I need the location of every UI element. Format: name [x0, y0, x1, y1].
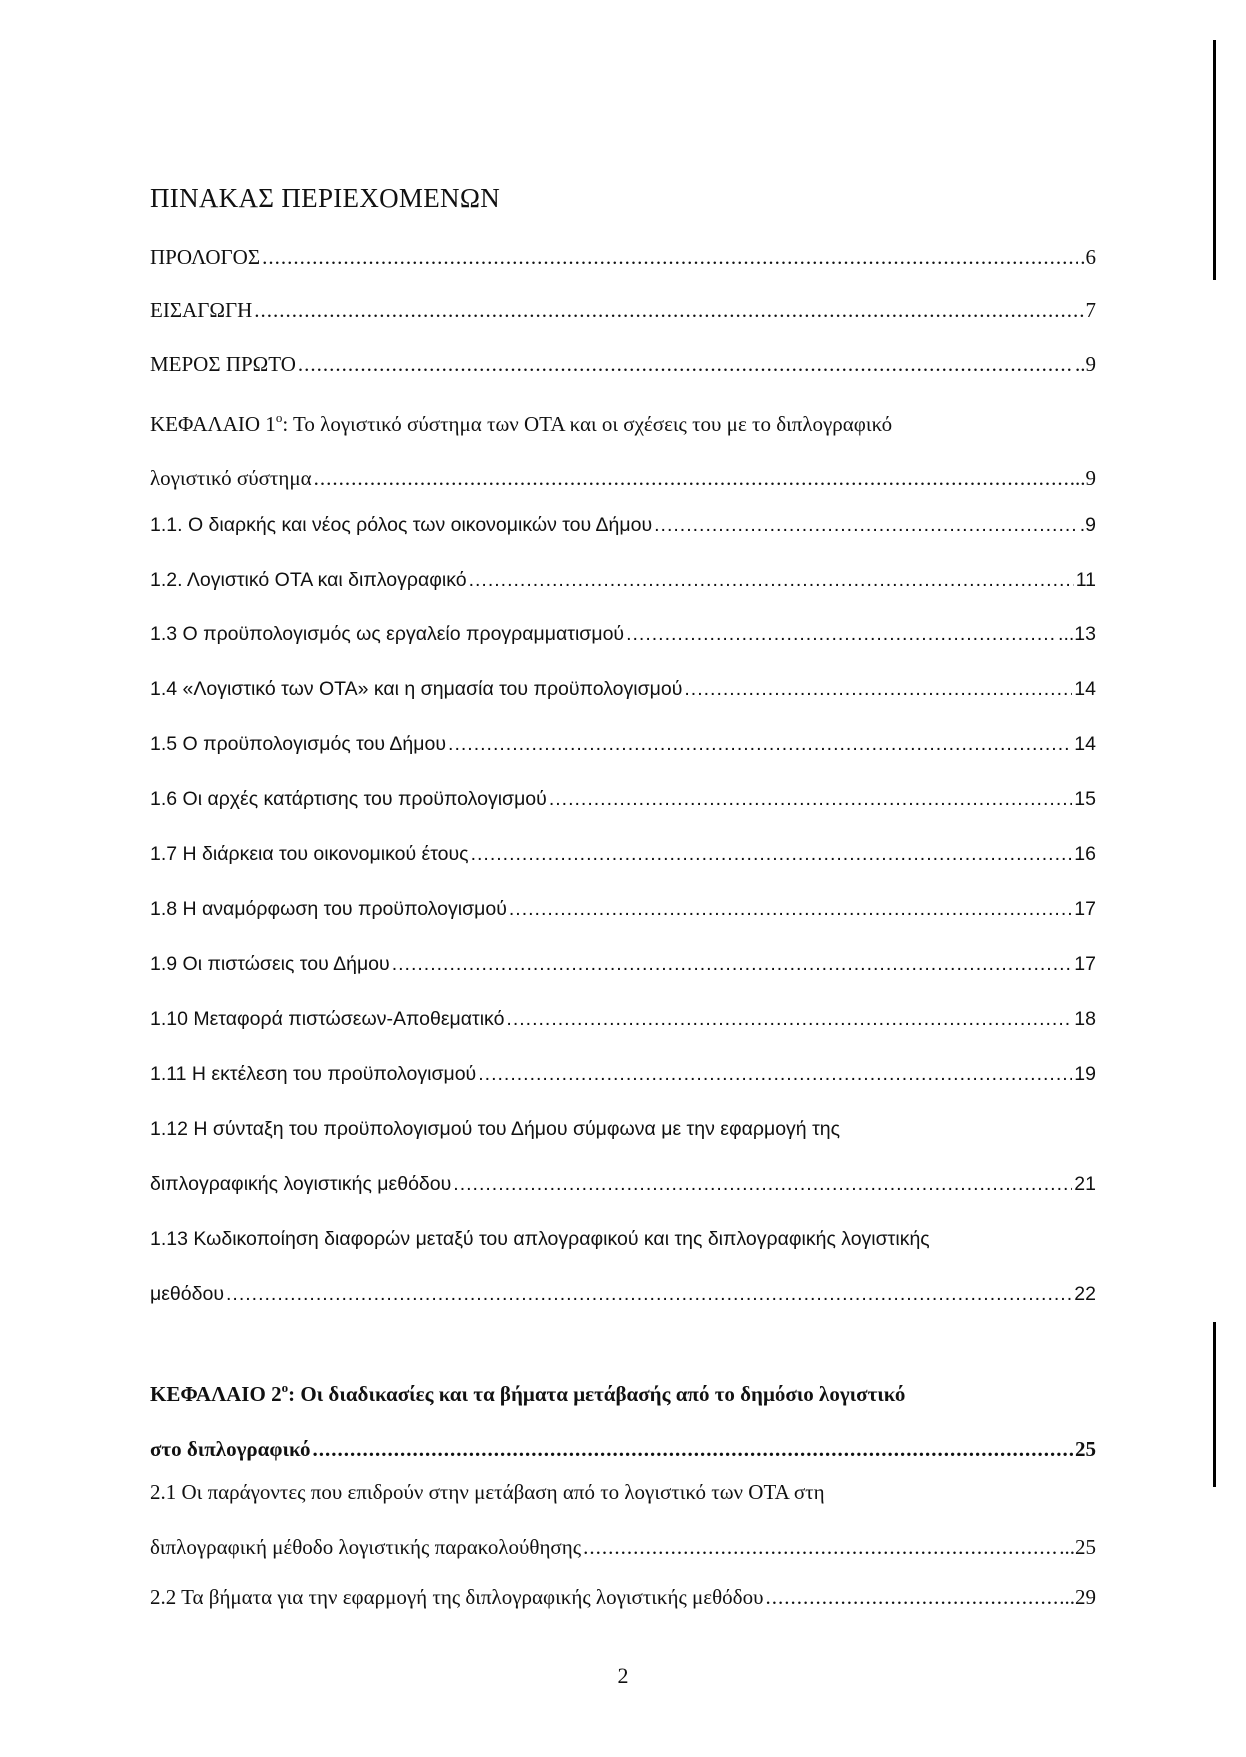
toc-entry-1-7: 1.7 Η διάρκεια του οικονομικού έτους ..... 16 [150, 840, 1096, 868]
table-of-contents [150, 0, 1096, 1757]
toc-entry-chapter-2: ΚΕΦΑΛΑΙΟ $2^o$: Οι διαδικασίες και τα βήματα μετάβασής από το δημόσιο λογιστικό στο διπλογραφικό ..... 25 [150, 1374, 1096, 1463]
toc-entry-1-10: 1.10 Μεταφορά πιστώσεων-Αποθεματικό ..... 18 [150, 1005, 1096, 1033]
toc-entry-2-2: 2.2 Τα βήματα για την εφαρμογή της διπλογραφικής λογιστικής μεθόδου ..... ..29 [150, 1583, 1096, 1611]
toc-entry-1-12: 1.12 Η σύνταξη του προϋπολογισμού του Δήμου σύμφωνα με την εφαρμογή της διπλογραφικής λογιστικής μεθόδου ..... 21 [150, 1115, 1096, 1198]
toc-entry-1-8: 1.8 Η αναμόρφωση του προϋπολογισμού ..... 17 [150, 895, 1096, 923]
scan-edge-line [1213, 1322, 1216, 1487]
toc-entry-1-5: 1.5 Ο προϋπολογισμός του Δήμου ..... 14 [150, 730, 1096, 758]
toc-entry-1-2: 1.2. Λογιστικό ΟΤΑ και διπλογραφικό ..... 11 [150, 566, 1096, 594]
toc-entry-part-one: ΜΕΡΟΣ ΠΡΩΤΟ ..... ..9 [150, 350, 1096, 378]
toc-entry-1-3: 1.3 Ο προϋπολογισμός ως εργαλείο προγραμματισμού ..... ...13 [150, 620, 1096, 648]
page-number: 2 [617, 1663, 629, 1688]
toc-entry-1-11: 1.11 Η εκτέλεση του προϋπολογισμού ..... 19 [150, 1060, 1096, 1088]
toc-entry-1-13: 1.13 Κωδικοποίηση διαφορών μεταξύ του απλογραφικού και της διπλογραφικής λογιστικής μεθόδου ..... 22 [150, 1225, 1096, 1308]
toc-entry-1-4: 1.4 «Λογιστικό των ΟΤΑ» και η σημασία του προϋπολογισμού ..... 14 [150, 675, 1096, 703]
toc-title: ΠΙΝΑΚΑΣ ΠΕΡΙΕΧΟΜΕΝΩΝ [150, 183, 500, 213]
toc-entry-chapter-1: ΚΕΦΑΛΑΙΟ $1^o$: Το λογιστικό σύστημα των ΟΤΑ και οι σχέσεις του με το διπλογραφικό λογιστικό σύστημα ..... ...9 [150, 404, 1096, 492]
toc-entry-2-1: 2.1 Οι παράγοντες που επιδρούν στην μετάβαση από το λογιστικό των ΟΤΑ στη διπλογραφική μέθοδο λογιστικής παρακολούθησης ..... ...25 [150, 1478, 1096, 1561]
scan-edge-line [1213, 40, 1216, 280]
toc-entry-1-6: 1.6 Οι αρχές κατάρτισης του προϋπολογισμού ..... 15 [150, 785, 1096, 813]
toc-entry-1-9: 1.9 Οι πιστώσεις του Δήμου ..... 17 [150, 950, 1096, 978]
toc-entry-prologue: ΠΡΟΛΟΓΟΣ ..... .6 [150, 243, 1096, 271]
toc-entry-1-1: 1.1. Ο διαρκής και νέος ρόλος των οικονομικών του Δήμου ..... .9 [150, 511, 1096, 539]
toc-entry-introduction: ΕΙΣΑΓΩΓΗ ..... 7 [150, 296, 1096, 324]
